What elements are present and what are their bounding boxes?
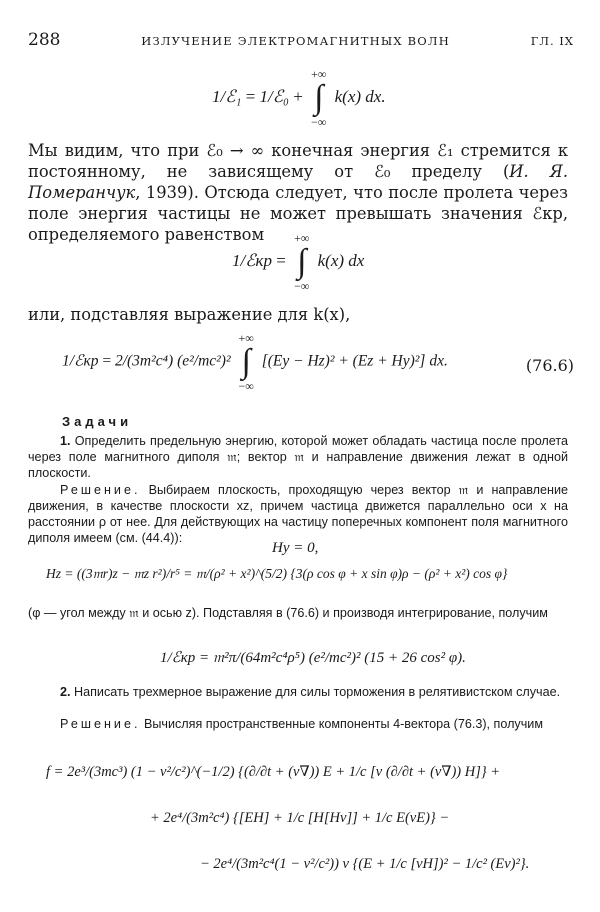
para1-text: Мы видим, что при ℰ₀ → ∞ конечная энергия ℰ₁ стремится к постоянному, не зависящему от ℰ₀ пределу ( xyxy=(28,141,568,181)
equation-hz xyxy=(46,566,566,582)
eq2-integrand: k(x) dx xyxy=(317,250,365,270)
eq3-lhs: 1/ℰкр xyxy=(62,352,99,370)
para1-author: И. Я. Померанчук xyxy=(28,162,568,202)
chapter-label: ГЛ. IX xyxy=(530,34,574,48)
eq1-integrand: k(x) dx. xyxy=(334,86,386,106)
eq1-integral xyxy=(311,68,326,128)
eq2-lower-limit: −∞ xyxy=(294,279,310,293)
eq1-lower-limit: −∞ xyxy=(311,115,327,129)
problem-2-text: Написать трехмерное выражение для силы торможения в релятивистском случае. xyxy=(74,685,561,699)
eq2-integral xyxy=(294,232,309,292)
equation-force-line-3 xyxy=(200,856,590,873)
eq3-integrand: [(Ey − Hz)² + (Ez + Hy)²] dx. xyxy=(261,352,448,370)
paragraph-substitute xyxy=(28,304,568,325)
eq3-integral xyxy=(238,332,253,392)
eq3-equals: = xyxy=(102,352,112,370)
running-title: ИЗЛУЧЕНИЕ ЭЛЕКТРОМАГНИТНЫХ ВОЛН xyxy=(141,34,450,48)
solution-2 xyxy=(28,716,568,732)
ecr-equation-text: 1/ℰкр = 𝔪²π/(64m²c⁴ρ⁵) (e²/mc²)² (15 + 26 cos² φ). xyxy=(160,650,466,666)
hy-equation-text: Hy = 0, xyxy=(272,540,319,556)
problem-2 xyxy=(28,684,568,700)
problem-1-number: 1. xyxy=(60,434,71,448)
eq3-paren: (e²/mc²)² xyxy=(177,352,231,370)
hz-equation-text: Hz = ((3𝔪r)z − 𝔪z r²)/r⁵ = 𝔪/(ρ² + x²)^(5/2) {3(ρ cos φ + x sin φ)ρ − (ρ² + x²) cos φ} xyxy=(46,566,508,581)
eq1-plus: + xyxy=(293,86,303,106)
eq1-lhs: 1/ℰ₁ xyxy=(212,86,242,106)
equation-2 xyxy=(232,232,364,292)
problem-2-number: 2. xyxy=(60,685,71,699)
problem-1 xyxy=(28,433,568,481)
paragraph-limit-energy xyxy=(28,140,568,245)
equation-force-line-1 xyxy=(46,764,586,781)
problems-heading: Задачи xyxy=(62,414,133,429)
eq2-upper-limit: +∞ xyxy=(294,231,310,245)
solution-1-text2: (φ — угол между 𝔪 и осью z). Подставляя в (76.6) и производя интегрирование, получим xyxy=(28,606,548,620)
eq3-lower-limit: −∞ xyxy=(238,379,254,393)
eq1-upper-limit: +∞ xyxy=(311,67,327,81)
equation-76-6 xyxy=(62,332,448,392)
page-number: 288 xyxy=(28,30,61,50)
eq1-term: 1/ℰ₀ xyxy=(259,86,289,106)
eq2-lhs: 1/ℰкр xyxy=(232,250,272,270)
running-header xyxy=(28,30,574,52)
para1-text2: , 1939). Отсюда следует, что после пролета через поле энергия частицы не может превышать значения ℰкр, определяемого равенством xyxy=(28,183,568,244)
para2-text: или, подставляя выражение для k(x), xyxy=(28,305,351,324)
solution-2-label: Решение. xyxy=(60,717,141,731)
equation-hy xyxy=(272,540,318,557)
solution-1-label: Решение. xyxy=(60,483,141,497)
solution-1-continued xyxy=(28,605,568,621)
eq3-upper-limit: +∞ xyxy=(238,331,254,345)
integral-icon: ∫ xyxy=(297,243,307,280)
problem-1-text: Определить предельную энергию, которой может обладать частица после пролета через поле магнитного диполя 𝔪; вектор 𝔪 и направление движения лежат в одной плоскости. xyxy=(28,434,568,480)
equation-number: (76.6) xyxy=(525,356,574,375)
force-line-3-text: − 2e⁴/(3m²c⁴(1 − v²/c²)) v {(E + 1/c [vH])² − 1/c² (Ev)²}. xyxy=(200,856,530,872)
integral-icon: ∫ xyxy=(314,79,324,116)
integral-icon: ∫ xyxy=(241,343,251,380)
force-line-1-text: f = 2e³/(3mc³) (1 − v²/c²)^(−1/2) {(∂/∂t + (v∇)) E + 1/c [v (∂/∂t + (v∇)) H]} + xyxy=(46,764,501,780)
solution-2-text: Вычисляя пространственные компоненты 4-вектора (76.3), получим xyxy=(143,717,543,731)
solution-1-text: Выбираем плоскость, проходящую через вектор 𝔪 и направление движения, в качестве плоскости xz, причем частица движется параллельно оси x на расстоянии ρ от нее. Для действующих на частицу поперечных компонент поля магнитного диполя имеем (см. (44.4)): xyxy=(28,483,568,545)
equation-1 xyxy=(212,68,386,128)
eq3-coefficient: 2/(3m²c⁴) xyxy=(114,352,174,370)
equation-ecr xyxy=(160,648,466,667)
eq1-equals: = xyxy=(245,86,256,106)
force-line-2-text: + 2e⁴/(3m²c⁴) {[EH] + 1/c [H[Hv]] + 1/c E(vE)} − xyxy=(150,810,450,826)
eq2-equals: = xyxy=(276,250,286,270)
solution-1 xyxy=(28,482,568,546)
equation-force-line-2 xyxy=(150,810,580,827)
